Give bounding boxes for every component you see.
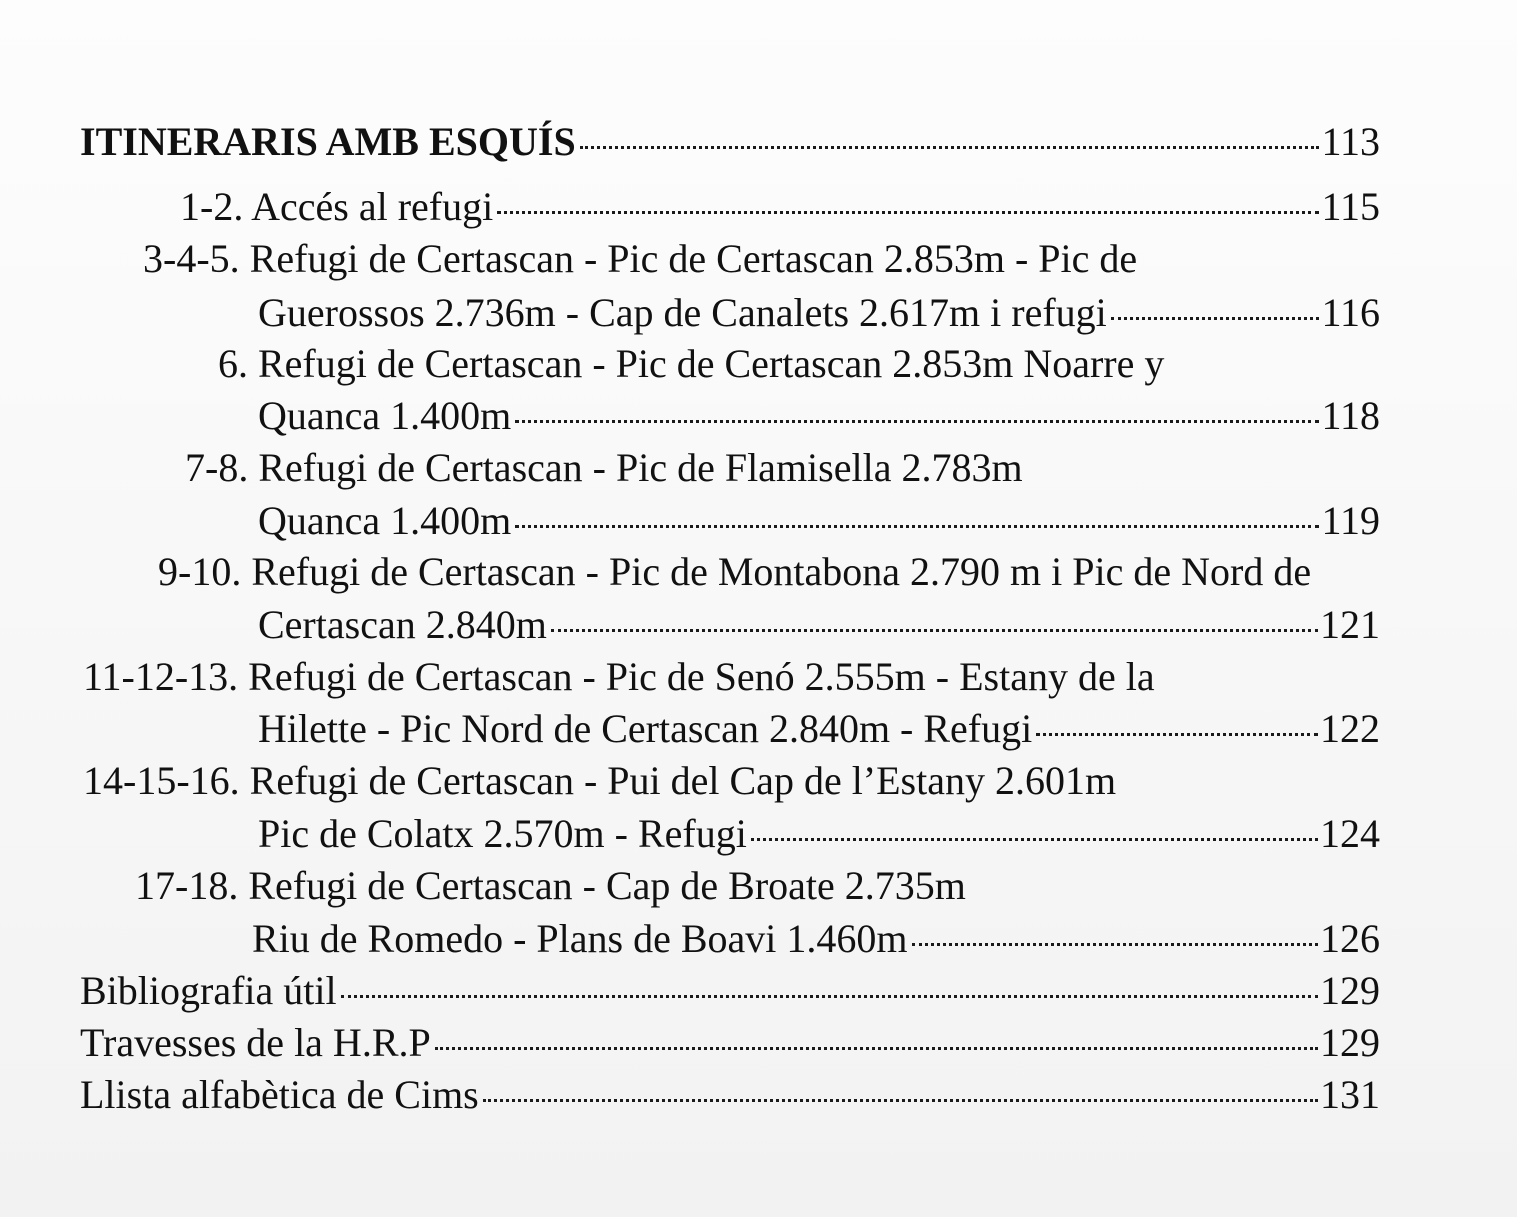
toc-entry — [80, 1019, 1380, 1067]
page-number: 131 — [1320, 1072, 1380, 1117]
dot-leader — [483, 1099, 1318, 1102]
toc-entry-title: Riu de Romedo - Plans de Boavi 1.460m — [252, 916, 908, 961]
page-number: 113 — [1321, 119, 1380, 164]
page-number: 129 — [1320, 968, 1380, 1013]
toc-heading — [80, 118, 1380, 166]
dot-leader — [912, 943, 1318, 946]
page-number: 122 — [1320, 706, 1380, 751]
dot-leader — [580, 146, 1320, 149]
toc-entry-title: Llista alfabètica de Cims — [80, 1072, 479, 1117]
toc-entry — [252, 915, 1380, 963]
toc-entry — [180, 183, 1380, 231]
toc-entry-title: Guerossos 2.736m - Cap de Canalets 2.617m i refugi — [258, 290, 1107, 335]
page-number: 129 — [1320, 1020, 1380, 1065]
dot-leader — [1036, 733, 1318, 736]
toc-entry — [258, 497, 1380, 545]
dot-leader — [1111, 317, 1320, 320]
toc-entry-title-line: 7-8. Refugi de Certascan - Pic de Flamisella 2.783m — [185, 445, 1023, 490]
toc-entry-title: Quanca 1.400m — [258, 498, 512, 543]
toc-entry — [258, 810, 1380, 858]
toc-entry-title-line: 6. Refugi de Certascan - Pic de Certascan 2.853m Noarre y — [218, 341, 1165, 386]
toc-entry-title-line: 3-4-5. Refugi de Certascan - Pic de Certascan 2.853m - Pic de — [143, 236, 1138, 281]
toc-entry — [258, 289, 1380, 337]
page-number: 118 — [1321, 393, 1380, 438]
page-number: 116 — [1321, 290, 1380, 335]
toc-entry — [258, 601, 1380, 649]
toc-entry-title-line: 17-18. Refugi de Certascan - Cap de Broate 2.735m — [135, 863, 966, 908]
page-number: 121 — [1320, 602, 1380, 647]
toc-entry-title-line: 9-10. Refugi de Certascan - Pic de Montabona 2.790 m i Pic de Nord de — [158, 549, 1312, 594]
toc-entry-title-line: 11-12-13. Refugi de Certascan - Pic de Senó 2.555m - Estany de la — [83, 654, 1155, 699]
toc-entry-title: Bibliografia útil — [80, 968, 337, 1013]
page-number: 124 — [1320, 811, 1380, 856]
toc-entry-title: Travesses de la H.R.P — [80, 1020, 431, 1065]
dot-leader — [551, 629, 1318, 632]
toc-heading-title: ITINERARIS AMB ESQUÍS — [80, 119, 576, 164]
toc-entry — [258, 705, 1380, 753]
dot-leader — [341, 995, 1318, 998]
toc-entry — [258, 392, 1380, 440]
page-number: 115 — [1321, 184, 1380, 229]
dot-leader — [515, 525, 1319, 528]
toc-entry-title: Hilette - Pic Nord de Certascan 2.840m - Refugi — [258, 706, 1033, 751]
toc-entry-title: Quanca 1.400m — [258, 393, 512, 438]
page-number: 126 — [1320, 916, 1380, 961]
page-number: 119 — [1321, 498, 1380, 543]
toc-entry-title: Certascan 2.840m — [258, 602, 547, 647]
toc-entry — [80, 1071, 1380, 1119]
toc-entry-title-line: 14-15-16. Refugi de Certascan - Pui del Cap de l’Estany 2.601m — [83, 758, 1117, 803]
dot-leader — [515, 420, 1319, 423]
dot-leader — [435, 1047, 1318, 1050]
dot-leader — [751, 838, 1318, 841]
toc-entry — [80, 967, 1380, 1015]
dot-leader — [497, 211, 1319, 214]
toc-entry-title: 1-2. Accés al refugi — [180, 184, 494, 229]
toc-entry-title: Pic de Colatx 2.570m - Refugi — [258, 811, 747, 856]
